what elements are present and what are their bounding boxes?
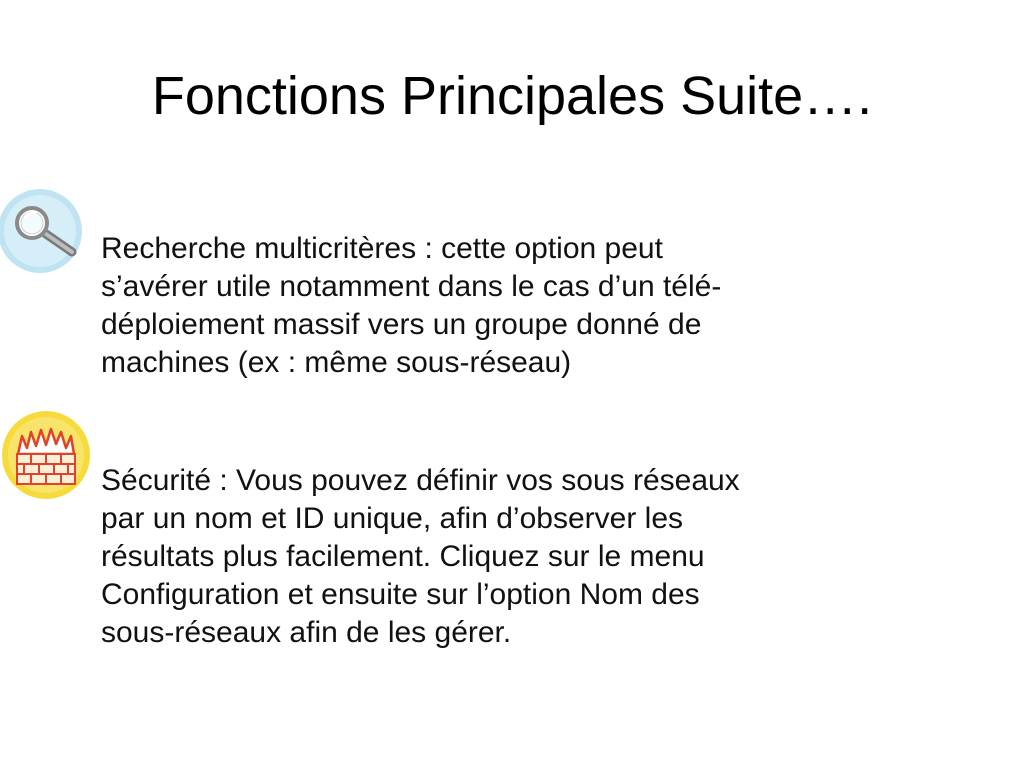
bullet-text-securite: Sécurité : Vous pouvez définir vos sous réseaux par un nom et ID unique, afin d’observer les résultats plus facilement. Cliquez sur le menu Configuration et ensuite sur l’option Nom des sous-réseaux afin de les gérer. xyxy=(101,464,740,649)
firewall-icon xyxy=(0,410,90,500)
bullet-text-recherche: Recherche multicritères : cette option peut s’avérer utile notamment dans le cas d’un télé- déploiement massif vers un groupe donné de machines (ex : même sous-réseau) xyxy=(101,232,722,379)
magnifier-icon xyxy=(0,186,90,276)
slide-title: Fonctions Principales Suite…. xyxy=(151,66,873,126)
